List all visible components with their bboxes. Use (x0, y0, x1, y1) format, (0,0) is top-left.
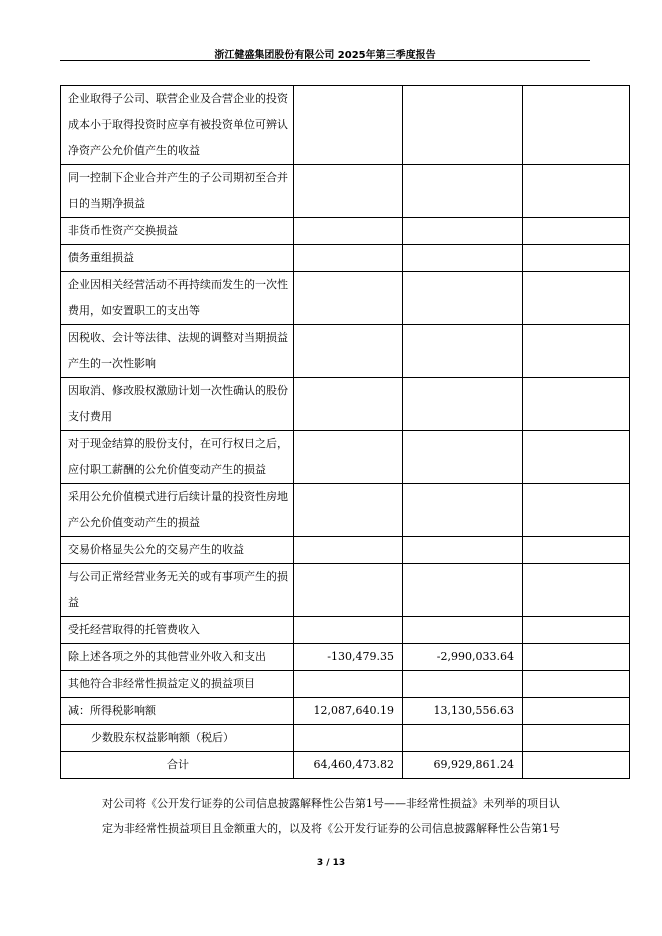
row-note (523, 245, 630, 272)
row-value-current (294, 245, 403, 272)
row-note (523, 564, 630, 617)
row-value-ytd (403, 165, 523, 218)
row-note (523, 698, 630, 725)
row-label: 减：所得税影响额 (61, 698, 294, 725)
row-label: 企业因相关经营活动不再持续而发生的一次性费用，如安置职工的支出等 (61, 272, 294, 325)
row-label: 对于现金结算的股份支付，在可行权日之后，应付职工薪酬的公允价值变动产生的损益 (61, 431, 294, 484)
row-label: 采用公允价值模式进行后续计量的投资性房地产公允价值变动产生的损益 (61, 484, 294, 537)
row-value-current (294, 272, 403, 325)
row-note (523, 752, 630, 779)
table-row (61, 484, 630, 537)
row-value-ytd (403, 325, 523, 378)
row-value-current (294, 431, 403, 484)
row-value-ytd: 13,130,556.63 (403, 698, 523, 725)
page-number: 3 / 13 (316, 858, 346, 868)
row-value-current (294, 617, 403, 644)
row-value-ytd (403, 725, 523, 752)
row-note (523, 431, 630, 484)
row-label: 同一控制下企业合并产生的子公司期初至合并日的当期净损益 (61, 165, 294, 218)
row-note (523, 272, 630, 325)
row-label: 因税收、会计等法律、法规的调整对当期损益产生的一次性影响 (61, 325, 294, 378)
table-row-total (61, 752, 630, 779)
row-label: 受托经营取得的托管费收入 (61, 617, 294, 644)
table-row (61, 218, 630, 245)
row-value-ytd (403, 245, 523, 272)
row-value-current: -130,479.35 (294, 644, 403, 671)
row-value-ytd (403, 484, 523, 537)
row-value-current: 64,460,473.82 (294, 752, 403, 779)
table-row (61, 671, 630, 698)
row-value-current (294, 218, 403, 245)
table-row (61, 325, 630, 378)
row-label: 因取消、修改股权激励计划一次性确认的股份支付费用 (61, 378, 294, 431)
row-label: 非货币性资产交换损益 (61, 218, 294, 245)
row-note (523, 86, 630, 165)
row-value-current (294, 725, 403, 752)
row-note (523, 537, 630, 564)
row-value-current (294, 325, 403, 378)
table-row (61, 378, 630, 431)
row-note (523, 484, 630, 537)
row-value-current (294, 165, 403, 218)
table-row (61, 537, 630, 564)
row-label: 少数股东权益影响额（税后） (61, 725, 294, 752)
row-value-ytd (403, 617, 523, 644)
row-label: 合计 (61, 752, 294, 779)
row-value-ytd (403, 272, 523, 325)
note-line-1: 对公司将《公开发行证券的公司信息披露解释性公告第1号——非经常性损益》未列举的项目认 (102, 797, 560, 810)
table-row (61, 698, 630, 725)
table-row (61, 86, 630, 165)
row-label: 企业取得子公司、联营企业及合营企业的投资成本小于取得投资时应享有被投资单位可辨认净资产公允价值产生的收益 (61, 86, 294, 165)
row-note (523, 325, 630, 378)
row-value-ytd (403, 671, 523, 698)
table-row (61, 564, 630, 617)
row-value-ytd (403, 86, 523, 165)
table-row (61, 617, 630, 644)
row-label: 交易价格显失公允的交易产生的收益 (61, 537, 294, 564)
table-row (61, 245, 630, 272)
row-label: 债务重组损益 (61, 245, 294, 272)
row-value-current (294, 537, 403, 564)
table-row (61, 644, 630, 671)
table-row (61, 725, 630, 752)
row-label: 其他符合非经常性损益定义的损益项目 (61, 671, 294, 698)
row-value-ytd (403, 378, 523, 431)
non-recurring-gains-table (60, 85, 630, 779)
table-row (61, 272, 630, 325)
table-row (61, 431, 630, 484)
note-line-2: 定为非经常性损益项目且金额重大的，以及将《公开发行证券的公司信息披露解释性公告第1号 (102, 822, 560, 835)
row-note (523, 725, 630, 752)
row-label: 除上述各项之外的其他营业外收入和支出 (61, 644, 294, 671)
row-note (523, 378, 630, 431)
row-note (523, 644, 630, 671)
row-value-ytd: 69,929,861.24 (403, 752, 523, 779)
row-note (523, 165, 630, 218)
row-note (523, 218, 630, 245)
row-note (523, 617, 630, 644)
row-value-current (294, 671, 403, 698)
report-header-title: 浙江健盛集团股份有限公司 2025年第三季度报告 (214, 50, 436, 61)
header-divider (60, 60, 590, 61)
row-value-ytd (403, 564, 523, 617)
row-value-ytd (403, 431, 523, 484)
row-value-current: 12,087,640.19 (294, 698, 403, 725)
table-row (61, 165, 630, 218)
row-value-current (294, 484, 403, 537)
row-value-current (294, 86, 403, 165)
row-value-ytd: -2,990,033.64 (403, 644, 523, 671)
row-value-ytd (403, 218, 523, 245)
row-value-ytd (403, 537, 523, 564)
row-note (523, 671, 630, 698)
row-value-current (294, 378, 403, 431)
row-label: 与公司正常经营业务无关的或有事项产生的损益 (61, 564, 294, 617)
row-value-current (294, 564, 403, 617)
